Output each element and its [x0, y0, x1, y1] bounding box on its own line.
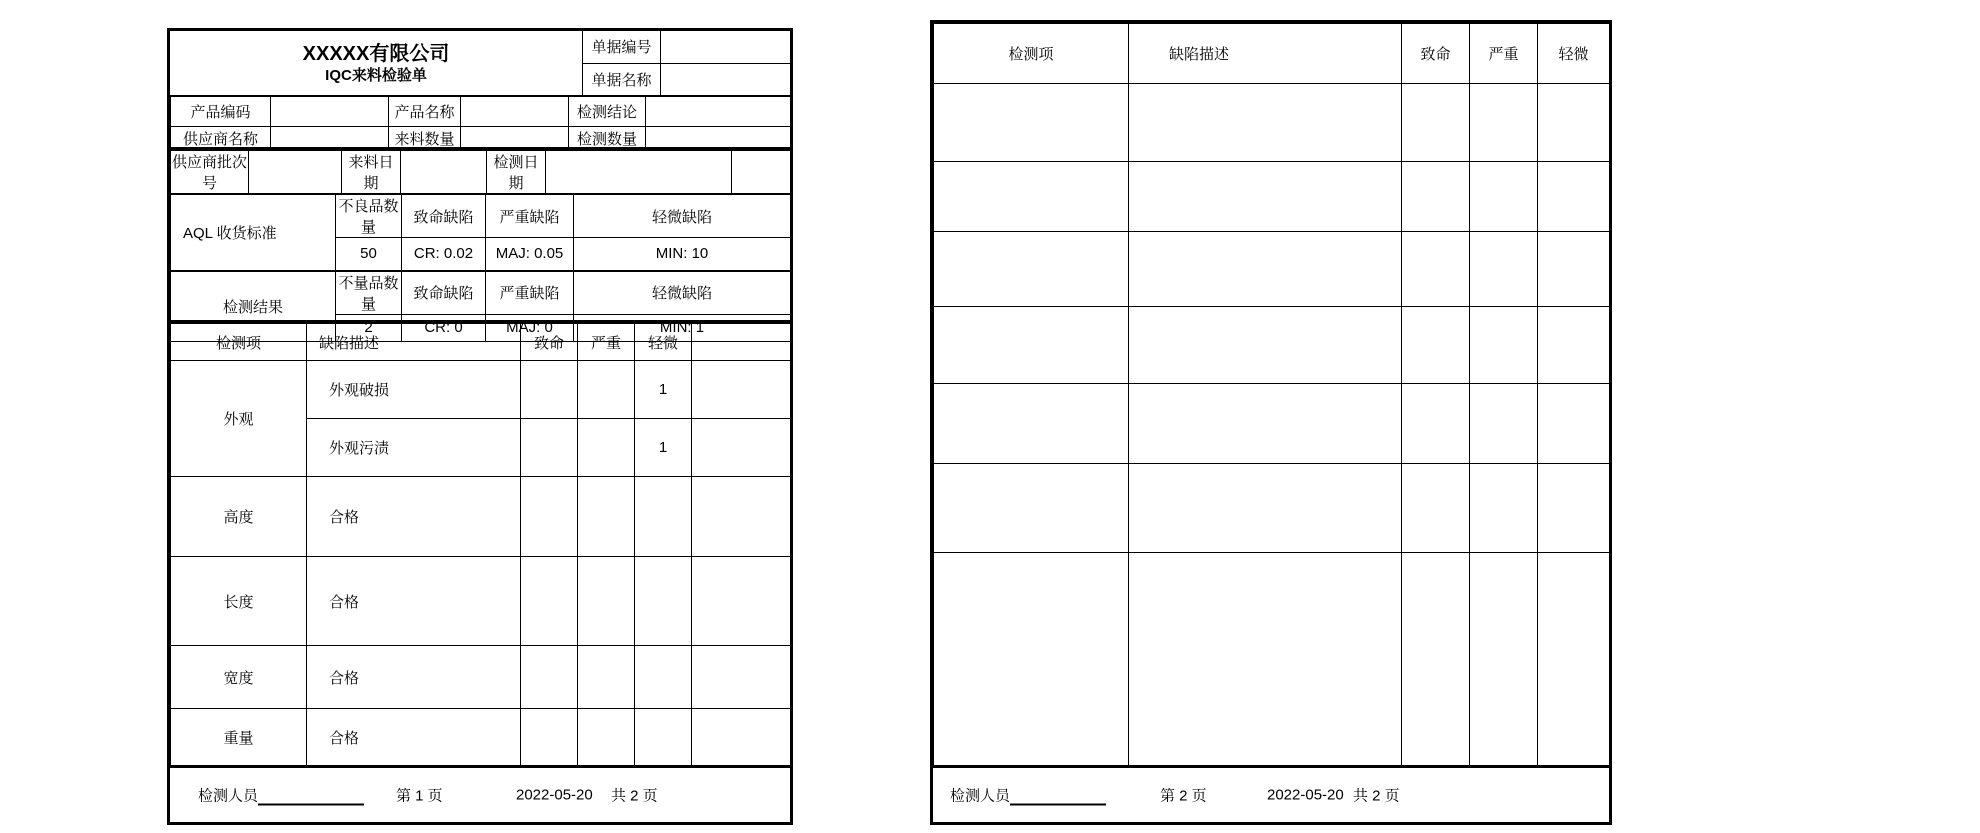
item-cell [934, 307, 1129, 384]
page1-footer [170, 768, 790, 822]
product-code-value [271, 97, 389, 127]
aql-major-label: 严重缺陷 [486, 195, 574, 238]
major-cell [578, 477, 635, 557]
footer-date: 2022-05-20 [1267, 786, 1344, 804]
total-pages: 共 2 页 [1353, 787, 1400, 805]
page-1 [167, 28, 793, 825]
table-row [171, 151, 791, 194]
aql-defect-qty-value: 50 [336, 238, 402, 271]
col-header-desc: 缺陷描述 [307, 324, 521, 361]
desc-cell [1129, 463, 1402, 552]
table-row [171, 557, 791, 646]
page-number: 第 1 页 [396, 787, 443, 805]
company-name: XXXXX有限公司 [302, 43, 450, 65]
aql-section-label: AQL 收货标准 [171, 195, 336, 271]
desc-cell: 外观污渍 [307, 419, 521, 477]
col-header-major: 严重 [578, 324, 635, 361]
desc-cell: 合格 [307, 557, 521, 646]
table-row [171, 361, 791, 419]
desc-cell [1129, 307, 1402, 384]
critical-cell [521, 419, 578, 477]
result-minor-label: 轻微缺陷 [574, 271, 791, 315]
product-info-section [170, 96, 790, 150]
aql-minor-value: MIN: 10 [574, 238, 791, 271]
minor-cell [635, 477, 692, 557]
critical-cell [1402, 463, 1470, 552]
item-cell [934, 552, 1129, 766]
major-cell [1470, 162, 1538, 232]
major-cell [578, 419, 635, 477]
critical-cell [521, 361, 578, 419]
desc-cell: 外观破损 [307, 361, 521, 419]
critical-cell [1402, 162, 1470, 232]
col-header-spacer [692, 324, 791, 361]
result-major-label: 严重缺陷 [486, 271, 574, 315]
item-cell: 高度 [171, 477, 307, 557]
major-cell [1470, 232, 1538, 307]
item-cell: 外观 [171, 361, 307, 477]
spacer-cell [692, 361, 791, 419]
minor-cell [1538, 162, 1610, 232]
minor-cell [1538, 307, 1610, 384]
item-cell [934, 162, 1129, 232]
supplier-name-label: 供应商名称 [171, 127, 271, 151]
result-major-value: MAJ: 0 [486, 314, 574, 341]
minor-cell [635, 709, 692, 766]
page-2 [930, 20, 1612, 825]
minor-cell [635, 646, 692, 709]
item-cell [934, 232, 1129, 307]
incoming-qty-value [461, 127, 569, 151]
page2-empty-rows [933, 83, 1609, 768]
item-cell: 宽度 [171, 646, 307, 709]
minor-cell: 1 [635, 361, 692, 419]
desc-cell [1129, 552, 1402, 766]
doc-no-value [661, 31, 790, 63]
spacer-cell [692, 709, 791, 766]
col-header-item: 检测项 [171, 324, 307, 361]
incoming-date-label: 来料日期 [342, 151, 401, 194]
table-row [934, 552, 1610, 766]
aql-result-section [170, 194, 790, 336]
inspect-date-label: 检测日期 [487, 151, 546, 194]
incoming-qty-label: 来料数量 [389, 127, 461, 151]
supplier-batch-label: 供应商批次号 [171, 151, 249, 194]
signature-line [258, 791, 364, 806]
page2-footer [933, 768, 1609, 822]
col-header-major: 严重 [1470, 24, 1538, 84]
product-name-value [461, 97, 569, 127]
page-number: 第 2 页 [1160, 787, 1207, 805]
table-row [934, 162, 1610, 232]
col-header-critical: 致命 [1402, 24, 1470, 84]
aql-minor-label: 轻微缺陷 [574, 195, 791, 238]
inspect-date-value [546, 151, 732, 194]
supplier-name-value [271, 127, 389, 151]
major-cell [578, 361, 635, 419]
item-cell [934, 384, 1129, 463]
result-critical-value: CR: 0 [402, 314, 486, 341]
doc-no-label: 单据编号 [583, 31, 661, 63]
spacer-cell [692, 477, 791, 557]
doc-name-row [583, 63, 790, 96]
table-row [171, 709, 791, 766]
form-title: IQC来料检验单 [325, 67, 427, 84]
inspect-qty-label: 检测数量 [569, 127, 646, 151]
critical-cell [1402, 232, 1470, 307]
result-label: 检测结论 [569, 97, 646, 127]
batch-info-section [170, 150, 790, 194]
table-row [934, 463, 1610, 552]
table-header-row [934, 24, 1610, 84]
desc-cell [1129, 84, 1402, 162]
result-value [646, 97, 791, 127]
result-minor-value: MIN: 1 [574, 314, 791, 341]
desc-cell: 合格 [307, 709, 521, 766]
table-row [934, 384, 1610, 463]
spacer-cell [732, 151, 791, 194]
minor-cell [635, 557, 692, 646]
table-row [171, 477, 791, 557]
major-cell [1470, 307, 1538, 384]
col-header-minor: 轻微 [635, 324, 692, 361]
major-cell [1470, 84, 1538, 162]
major-cell [578, 709, 635, 766]
col-header-minor: 轻微 [1538, 24, 1610, 84]
signature-line [1010, 791, 1106, 806]
inspector-label: 检测人员 [198, 787, 259, 805]
table-row [171, 646, 791, 709]
table-row [934, 232, 1610, 307]
result-defect-qty-label: 不量品数量 [336, 271, 402, 315]
product-code-label: 产品编码 [171, 97, 271, 127]
table-row [171, 271, 791, 315]
spacer-cell [692, 557, 791, 646]
critical-cell [521, 557, 578, 646]
minor-cell [1538, 84, 1610, 162]
inspection-detail-table [170, 323, 790, 768]
desc-cell: 合格 [307, 646, 521, 709]
desc-cell: 合格 [307, 477, 521, 557]
major-cell [1470, 552, 1538, 766]
minor-cell [1538, 552, 1610, 766]
col-header-item: 检测项 [934, 24, 1129, 84]
aql-critical-label: 致命缺陷 [402, 195, 486, 238]
col-header-critical: 致命 [521, 324, 578, 361]
critical-cell [521, 477, 578, 557]
critical-cell [1402, 84, 1470, 162]
item-cell: 重量 [171, 709, 307, 766]
minor-cell [1538, 463, 1610, 552]
page2-header-row [933, 23, 1609, 83]
doc-name-value [661, 64, 790, 96]
critical-cell [521, 709, 578, 766]
table-row [934, 84, 1610, 162]
inspector-signature [198, 785, 364, 806]
total-pages: 共 2 页 [611, 787, 658, 805]
critical-cell [1402, 552, 1470, 766]
minor-cell [1538, 384, 1610, 463]
spacer-cell [692, 419, 791, 477]
inspector-label: 检测人员 [950, 787, 1011, 805]
table-row [171, 195, 791, 238]
result-critical-label: 致命缺陷 [402, 271, 486, 315]
major-cell [1470, 384, 1538, 463]
inspect-qty-value [646, 127, 791, 151]
major-cell [578, 557, 635, 646]
doc-name-label: 单据名称 [583, 64, 661, 96]
table-row [171, 97, 791, 127]
critical-cell [1402, 384, 1470, 463]
product-name-label: 产品名称 [389, 97, 461, 127]
company-title-block [170, 31, 583, 95]
minor-cell [1538, 232, 1610, 307]
footer-date: 2022-05-20 [516, 786, 593, 804]
critical-cell [521, 646, 578, 709]
col-header-desc: 缺陷描述 [1129, 24, 1402, 84]
item-cell: 长度 [171, 557, 307, 646]
major-cell [1470, 463, 1538, 552]
aql-critical-value: CR: 0.02 [402, 238, 486, 271]
critical-cell [1402, 307, 1470, 384]
table-row [171, 127, 791, 151]
inspector-signature [950, 785, 1106, 806]
table-row [934, 307, 1610, 384]
desc-cell [1129, 384, 1402, 463]
minor-cell: 1 [635, 419, 692, 477]
desc-cell [1129, 162, 1402, 232]
doc-no-row [583, 31, 790, 63]
major-cell [578, 646, 635, 709]
doc-info-box [583, 31, 790, 95]
incoming-date-value [401, 151, 487, 194]
page1-header [170, 31, 790, 96]
item-cell [934, 84, 1129, 162]
aql-defect-qty-label: 不良品数量 [336, 195, 402, 238]
supplier-batch-value [249, 151, 342, 194]
result-section-label: 检测结果 [171, 271, 336, 342]
item-cell [934, 463, 1129, 552]
desc-cell [1129, 232, 1402, 307]
spacer-cell [692, 646, 791, 709]
aql-major-value: MAJ: 0.05 [486, 238, 574, 271]
result-defect-qty-value: 2 [336, 314, 402, 341]
